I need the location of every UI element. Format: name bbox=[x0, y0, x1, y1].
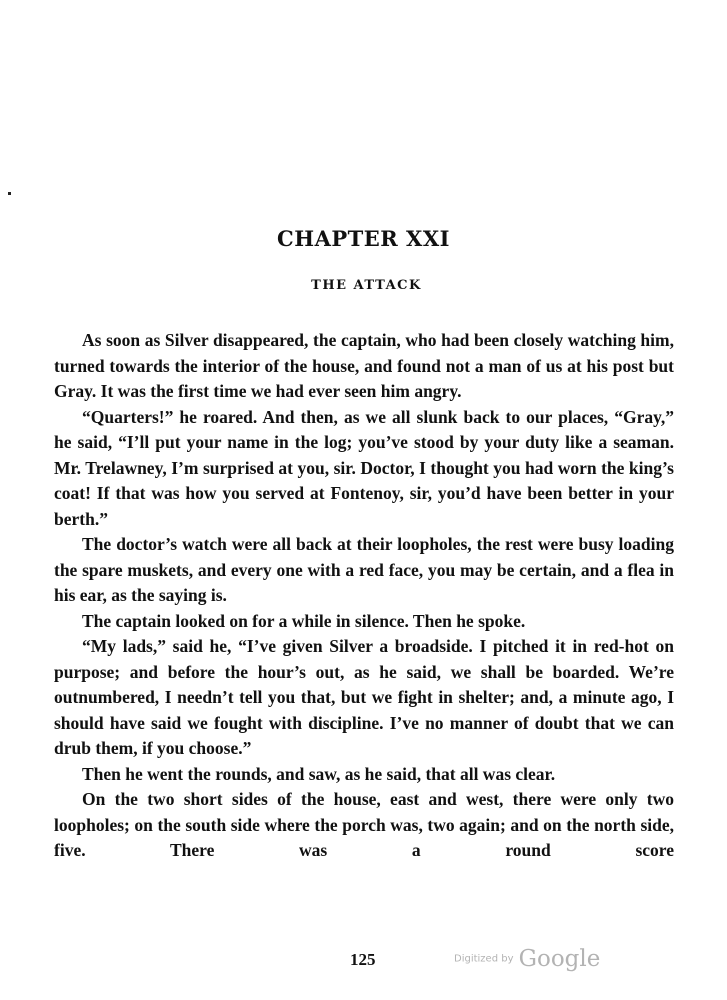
google-logo: Google bbox=[518, 946, 601, 972]
paragraph: On the two short sides of the house, east and west, there were only two loopholes; on the south side where the porch was, two again; and on the north side, five. There was a round score bbox=[54, 789, 674, 860]
margin-speck bbox=[8, 192, 11, 195]
page-number: 125 bbox=[350, 950, 376, 969]
digitized-by-watermark bbox=[454, 946, 600, 972]
paragraph: As soon as Silver disappeared, the captain, who had been closely watching him, turned towards the interior of the house, and found not a man of us at his post but Gray. It was the first time we had ever seen him angry. bbox=[54, 330, 674, 401]
paragraph: The captain looked on for a while in silence. Then he spoke. bbox=[82, 610, 526, 631]
watermark-prefix: Digitized by bbox=[454, 953, 514, 965]
body-text bbox=[54, 328, 674, 864]
paragraph: “Quarters!” he roared. And then, as we all slunk back to our places, “Gray,” he said, “I’ll put your name in the log; you’ve stood by your duty like a seaman. Mr. Trelawney, I’m surprised at you, sir. Doctor, I thought you had worn the king’s coat! If that was how you served at Fontenoy, sir, you’d have been better in your berth.” bbox=[54, 406, 674, 529]
chapter-heading: CHAPTER XXI bbox=[277, 226, 450, 251]
chapter-subtitle: THE ATTACK bbox=[311, 278, 422, 293]
paragraph: “My lads,” said he, “I’ve given Silver a broadside. I pitched it in red-hot on purpose; and before the hour’s out, as he said, we shall be boarded. We’re outnumbered, I needn’t tell you that, but we fight in shelter; and, a minute ago, I should have said we fought with discipline. I’ve no manner of doubt that we can drub them, if you choose.” bbox=[54, 636, 674, 758]
paragraph: The doctor’s watch were all back at their loopholes, the rest were busy loading the spare muskets, and every one with a red face, you may be certain, and a flea in his ear, as the saying is. bbox=[54, 534, 674, 605]
paragraph: Then he went the rounds, and saw, as he said, that all was clear. bbox=[82, 763, 556, 784]
